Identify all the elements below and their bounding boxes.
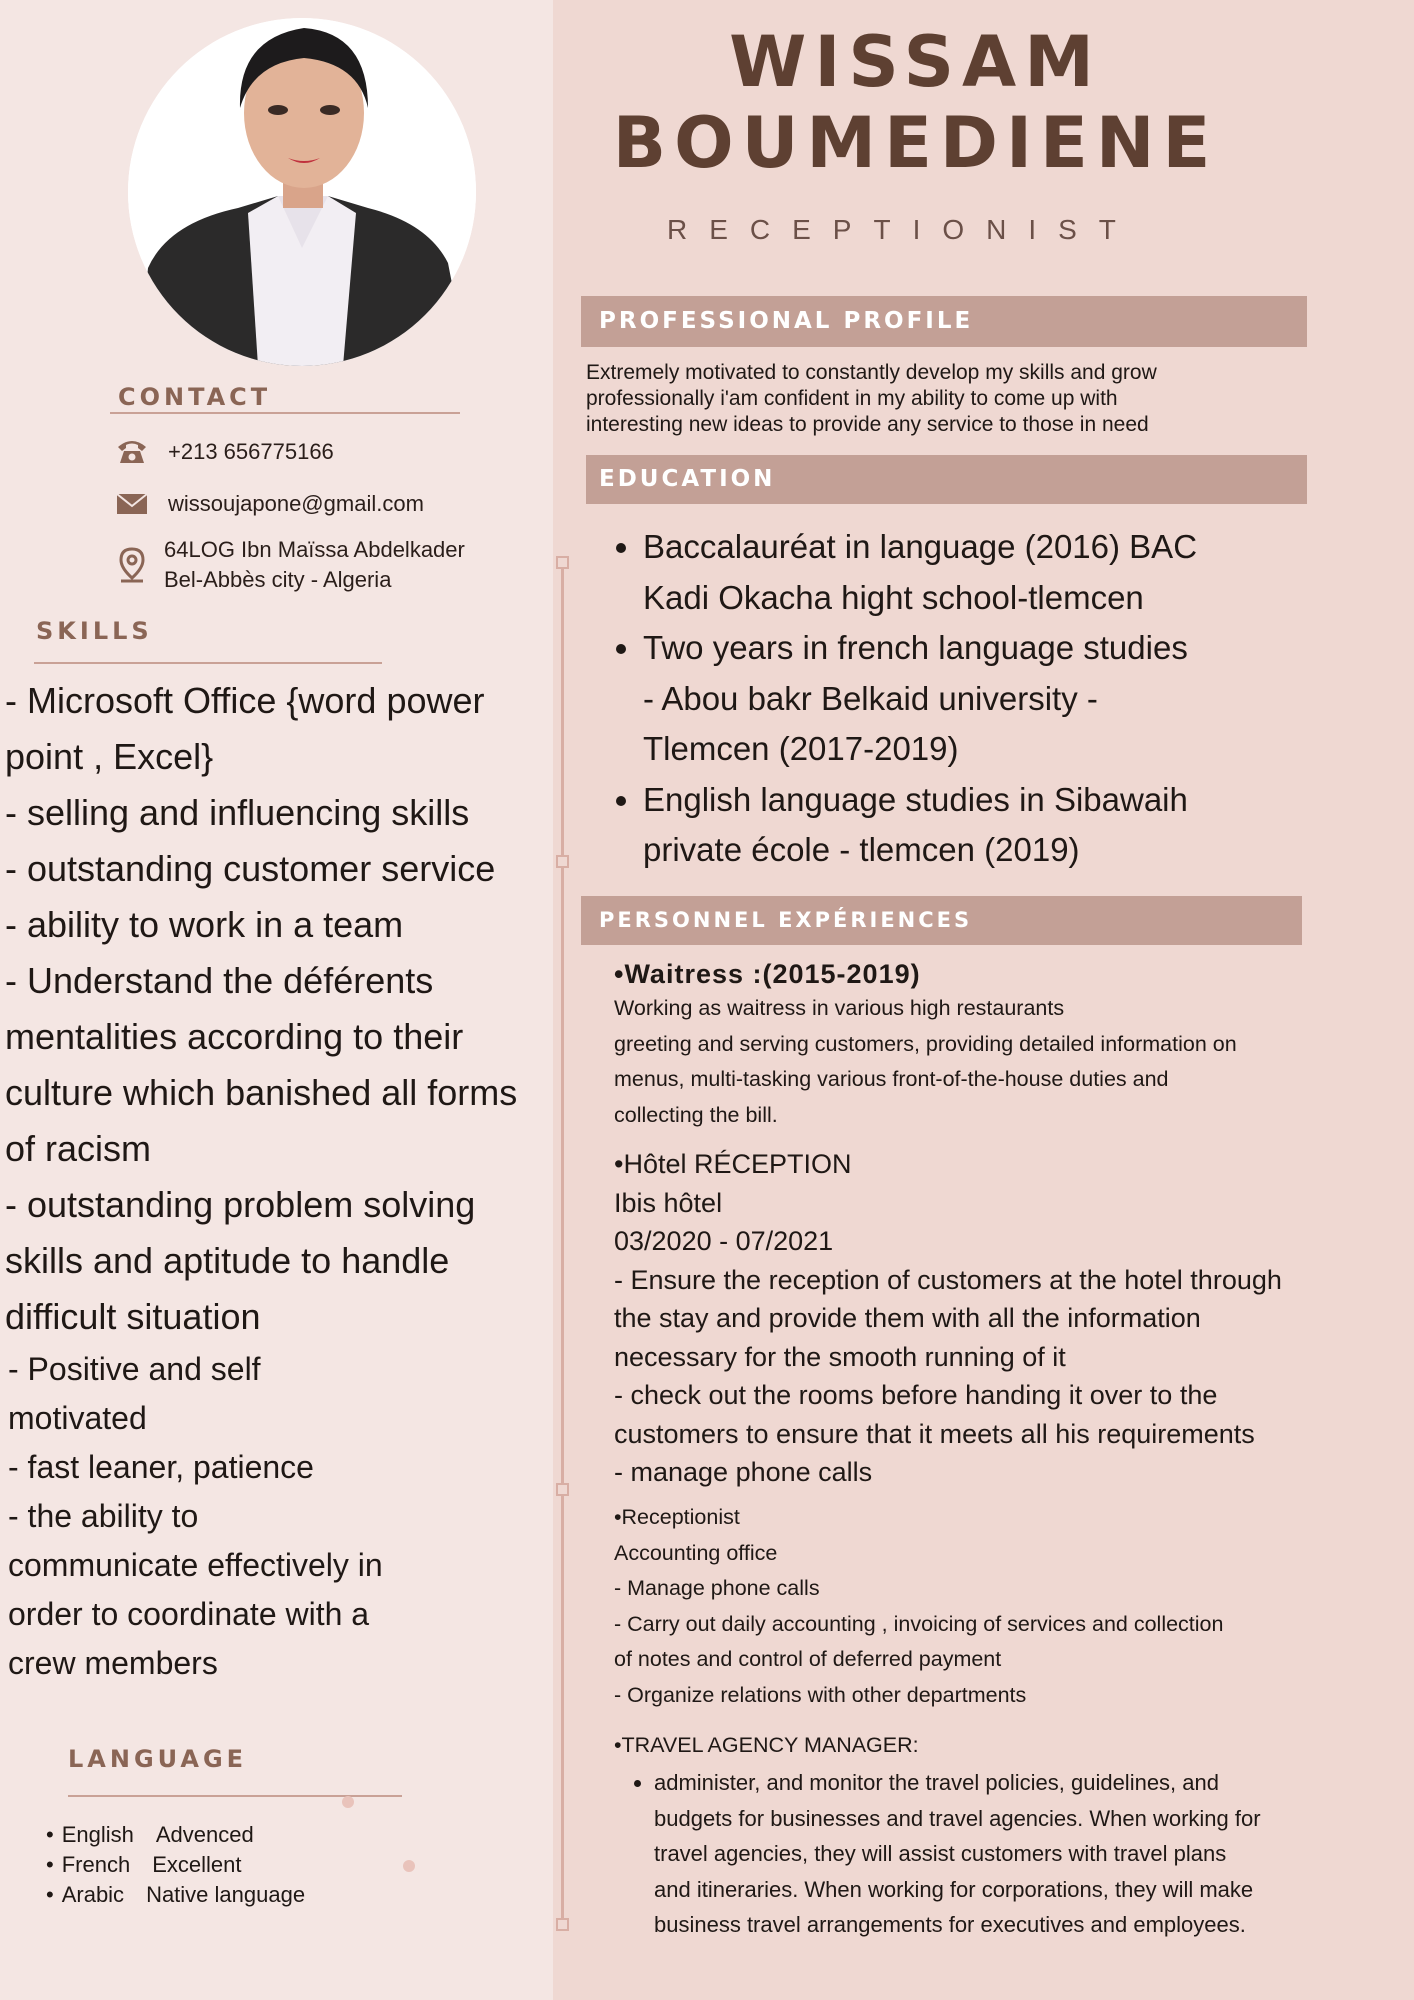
timeline-node [556, 1918, 569, 1931]
skill-line: difficult situation [5, 1296, 261, 1337]
skill-line: - Positive and self [8, 1351, 261, 1387]
skill-line: crew members [8, 1645, 218, 1681]
skills-heading: SKILLS [36, 617, 153, 645]
name-last: BOUMEDIENE [612, 102, 1219, 184]
skill-line: mentalities according to their [5, 1016, 464, 1057]
contact-address [112, 535, 465, 595]
phone-icon [112, 436, 152, 468]
language-list [46, 1820, 305, 1910]
profile-heading: PROFESSIONAL PROFILE [581, 296, 1307, 347]
language-heading: LANGUAGE [68, 1745, 248, 1773]
skill-line: order to coordinate with a [8, 1596, 370, 1632]
education-item: • Two years in french language studies - Abou bakr Belkaid university - Tlemcen (2017-2019) [643, 623, 1343, 775]
skill-line: communicate effectively in [8, 1547, 383, 1583]
skills-divider [34, 662, 382, 664]
timeline-node [556, 855, 569, 868]
decor-dot [403, 1860, 415, 1872]
skill-line: motivated [8, 1400, 147, 1436]
skill-line: - fast leaner, patience [8, 1449, 314, 1485]
waitress-title: •Waitress :(2015-2019) [614, 959, 921, 989]
address-line-1: 64LOG Ibn Maïssa Abdelkader [164, 537, 465, 562]
experience-travel-list [623, 1765, 1394, 1943]
contact-email [112, 488, 424, 520]
email-address[interactable]: wissoujapone@gmail.com [168, 491, 424, 516]
timeline-line [561, 561, 564, 1924]
contact-heading: CONTACT [118, 383, 272, 411]
profile-text: Extremely motivated to constantly develop my skills and grow professionally i'am confident in my ability to come up with interesting new ideas to provide any service to those in need [586, 361, 1157, 436]
skill-line: point , Excel} [5, 736, 214, 777]
profile-photo [128, 18, 476, 366]
skill-line: skills and aptitude to handle [5, 1240, 450, 1281]
education-heading: EDUCATION [586, 455, 1307, 504]
decor-dot [342, 1796, 354, 1808]
experience-hotel: •Hôtel RÉCEPTION Ibis hôtel 03/2020 - 07/2021 - Ensure the reception of customers at the hotel through the stay and provide them with all the information necessary for the smooth running of it - check out the rooms before handing it over to the customers to ensure that it meets all his requirements - manage phone calls [614, 1149, 1282, 1487]
education-list [600, 522, 1343, 876]
skill-line: - outstanding problem solving [5, 1184, 476, 1225]
skill-line: - outstanding customer service [5, 848, 496, 889]
address-line-2: Bel-Abbès city - Algeria [164, 567, 392, 592]
language-item: • English Advenced [46, 1820, 305, 1850]
language-item: • Arabic Native language [46, 1880, 305, 1910]
timeline-node [556, 556, 569, 569]
location-icon [112, 549, 152, 581]
skill-line: culture which banished all forms [5, 1072, 518, 1113]
skill-line: of racism [5, 1128, 152, 1169]
travel-description: • administer, and monitor the travel policies, guidelines, and budgets for businesses and travel agencies. When working for travel agencies, they will assist customers with travel plans and itineraries. When working for corporations, they will make business travel arrangements for executives and employees. [654, 1765, 1394, 1943]
contact-divider [110, 412, 460, 414]
education-item: • Baccalauréat in language (2016) BAC Kadi Okacha hight school-tlemcen [643, 522, 1343, 623]
job-title: RECEPTIONIST [667, 214, 1138, 245]
timeline-node [556, 1483, 569, 1496]
skill-line: - Understand the déférents [5, 960, 434, 1001]
phone-number[interactable]: +213 656775166 [168, 439, 334, 464]
contact-phone [112, 436, 334, 468]
skill-line: - ability to work in a team [5, 904, 404, 945]
experience-receptionist: •Receptionist Accounting office - Manage phone calls - Carry out daily accounting , invoicing of services and collection of notes and control of deferred payment - Organize relations with other departments [614, 1505, 1224, 1707]
experience-waitress: •Waitress :(2015-2019) Working as waitress in various high restaurants greeting and serving customers, providing detailed information on menus, multi-tasking various front-of-the-house duties and collecting the bill. [614, 957, 1374, 1133]
language-item: • French Excellent [46, 1850, 305, 1880]
skill-line: - selling and influencing skills [5, 792, 470, 833]
name-first: WISSAM [729, 21, 1102, 103]
skill-line: - Microsoft Office {word power [5, 680, 485, 721]
mail-icon [112, 488, 152, 520]
experience-travel-title: •TRAVEL AGENCY MANAGER: [614, 1733, 919, 1757]
experience-heading: PERSONNEL EXPÉRIENCES [581, 896, 1302, 945]
education-item: • English language studies in Sibawaih private école - tlemcen (2019) [643, 775, 1343, 876]
skills-list [5, 673, 557, 1688]
skill-line: - the ability to [8, 1498, 199, 1534]
